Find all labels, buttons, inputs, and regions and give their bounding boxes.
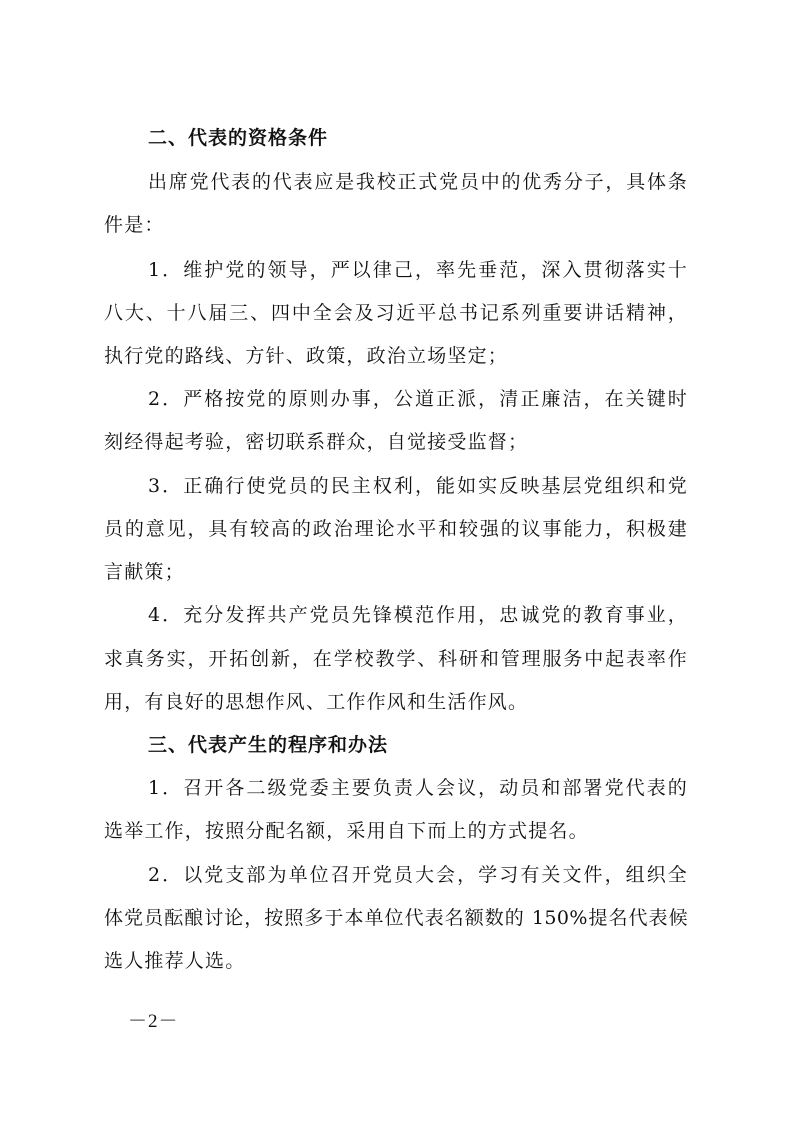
paragraph-line: 言献策； xyxy=(104,561,185,583)
page-number: －2－ xyxy=(128,1011,179,1032)
paragraph-line: 件是： xyxy=(104,214,165,236)
paragraph-line: 2．以党支部为单位召开党员大会，学习有关文件，组织全 xyxy=(148,864,688,886)
paragraph-line: 八大、十八届三、四中全会及习近平总书记系列重要讲话精神， xyxy=(104,302,688,324)
paragraph-line: 体党员酝酿讨论，按照多于本单位代表名额数的 150%提名代表候 xyxy=(104,907,688,929)
paragraph-line: 1．召开各二级党委主要负责人会议，动员和部署党代表的 xyxy=(148,777,688,799)
paragraph-line: 选人推荐人选。 xyxy=(104,950,246,972)
paragraph-line: 选举工作，按照分配名额，采用自下而上的方式提名。 xyxy=(104,820,589,842)
paragraph-line: 求真务实，开拓创新，在学校教学、科研和管理服务中起表率作 xyxy=(104,648,688,670)
paragraph-line: 3．正确行使党员的民主权利，能如实反映基层党组织和党 xyxy=(148,475,688,497)
paragraph-line: 出席党代表的代表应是我校正式党员中的优秀分子，具体条 xyxy=(148,171,688,193)
paragraph-line: 刻经得起考验，密切联系群众，自觉接受监督； xyxy=(104,431,529,453)
paragraph-line: 1．维护党的领导，严以律己，率先垂范，深入贯彻落实十 xyxy=(148,259,688,281)
paragraph-line: 员的意见，具有较高的政治理论水平和较强的议事能力，积极建 xyxy=(104,518,688,540)
section-2-heading: 二、代表的资格条件 xyxy=(148,127,329,149)
paragraph-line: 4．充分发挥共产党员先锋模范作用，忠诚党的教育事业， xyxy=(148,604,688,626)
paragraph-line: 2．严格按党的原则办事，公道正派，清正廉洁，在关键时 xyxy=(148,388,688,410)
paragraph-line: 执行党的路线、方针、政策，政治立场坚定； xyxy=(104,345,509,367)
section-3-heading: 三、代表产生的程序和办法 xyxy=(148,734,389,756)
paragraph-line: 用，有良好的思想作风、工作作风和生活作风。 xyxy=(104,691,529,713)
